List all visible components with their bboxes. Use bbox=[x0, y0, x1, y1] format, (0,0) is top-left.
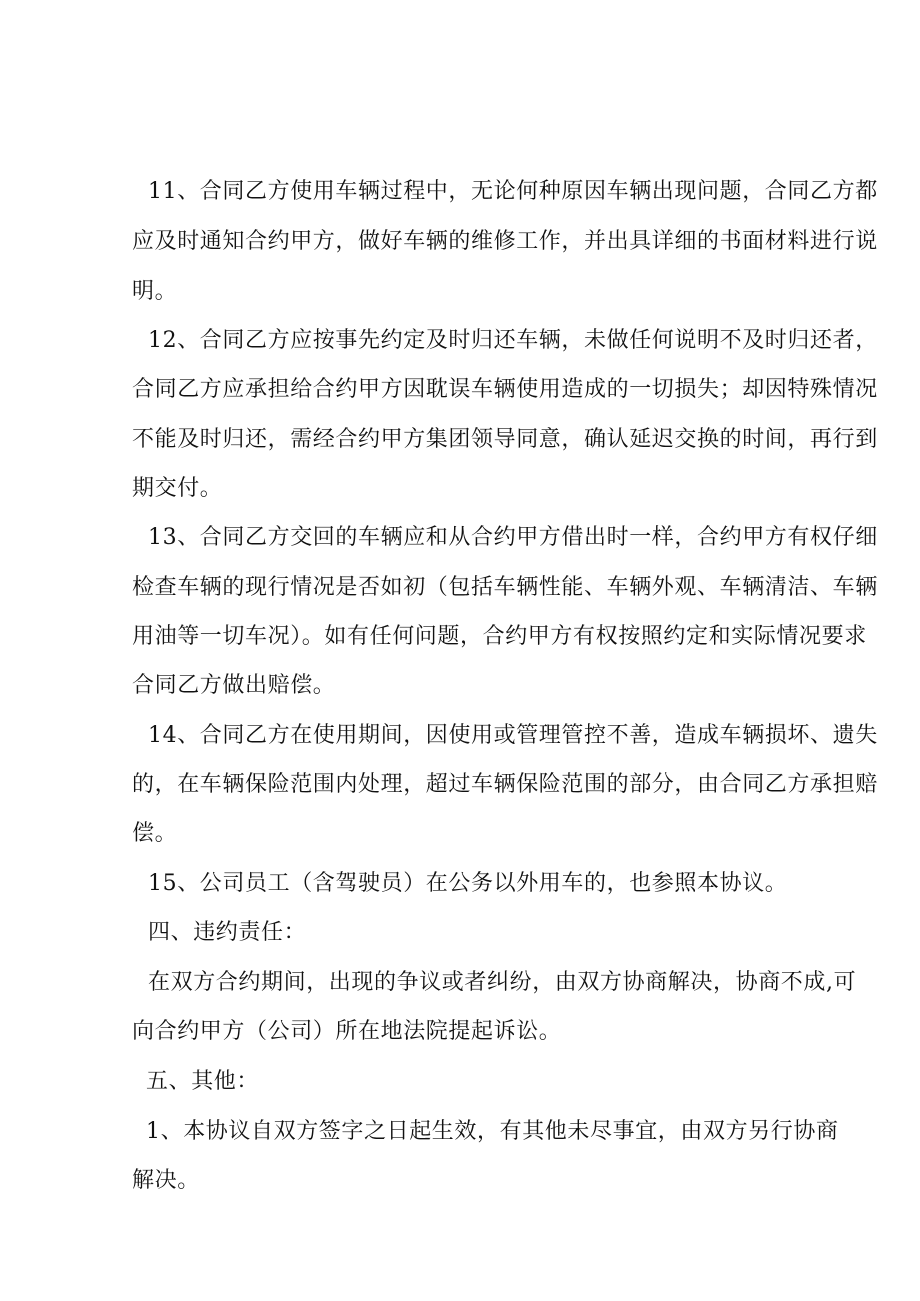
clause-12-line-3: 不能及时归还，需经合约甲方集团领导同意，确认延迟交换的时间，再行到 bbox=[132, 427, 878, 452]
clause-15-line-1: 15、公司员工（含驾驶员）在公务以外用车的，也参照本协议。 bbox=[148, 871, 788, 896]
section-4-heading: 四、违约责任： bbox=[148, 920, 307, 945]
clause-14-line-2: 的，在车辆保险范围内处理，超过车辆保险范围的部分，由合同乙方承担赔 bbox=[132, 772, 878, 797]
section-5-item-1-line-2: 解决。 bbox=[132, 1168, 200, 1193]
clause-12-line-1: 12、合同乙方应按事先约定及时归还车辆，未做任何说明不及时归还者， bbox=[148, 328, 878, 353]
clause-12-line-2: 合同乙方应承担给合约甲方因耽误车辆使用造成的一切损失；却因特殊情况 bbox=[132, 377, 878, 402]
clause-13-line-4: 合同乙方做出赔偿。 bbox=[132, 673, 336, 698]
clause-13-line-1: 13、合同乙方交回的车辆应和从合约甲方借出时一样，合约甲方有权仔细 bbox=[148, 525, 878, 550]
clause-11-line-1: 11、合同乙方使用车辆过程中，无论何种原因车辆出现问题，合同乙方都 bbox=[148, 179, 878, 204]
section-5-heading: 五、其他： bbox=[146, 1069, 260, 1094]
section-4-line-2: 向合约甲方（公司）所在地法院提起诉讼。 bbox=[132, 1019, 562, 1044]
clause-12-line-4: 期交付。 bbox=[132, 476, 223, 501]
section-4-line-1: 在双方合约期间，出现的争议或者纠纷，由双方协商解决，协商不成,可 bbox=[148, 970, 857, 995]
clause-13-line-3: 用油等一切车况）。如有任何问题，合约甲方有权按照约定和实际情况要求 bbox=[132, 624, 867, 649]
clause-13-line-2: 检查车辆的现行情况是否如初（包括车辆性能、车辆外观、车辆清洁、车辆 bbox=[132, 575, 878, 600]
section-5-item-1-line-1: 1、本协议自双方签字之日起生效，有其他未尽事宜，由双方另行协商 bbox=[146, 1119, 839, 1144]
clause-11-line-2: 应及时通知合约甲方，做好车辆的维修工作，并出具详细的书面材料进行说 bbox=[132, 229, 878, 254]
clause-14-line-3: 偿。 bbox=[132, 821, 178, 846]
clause-11-line-3: 明。 bbox=[132, 279, 178, 304]
clause-14-line-1: 14、合同乙方在使用期间，因使用或管理管控不善，造成车辆损坏、遗失 bbox=[148, 723, 878, 748]
